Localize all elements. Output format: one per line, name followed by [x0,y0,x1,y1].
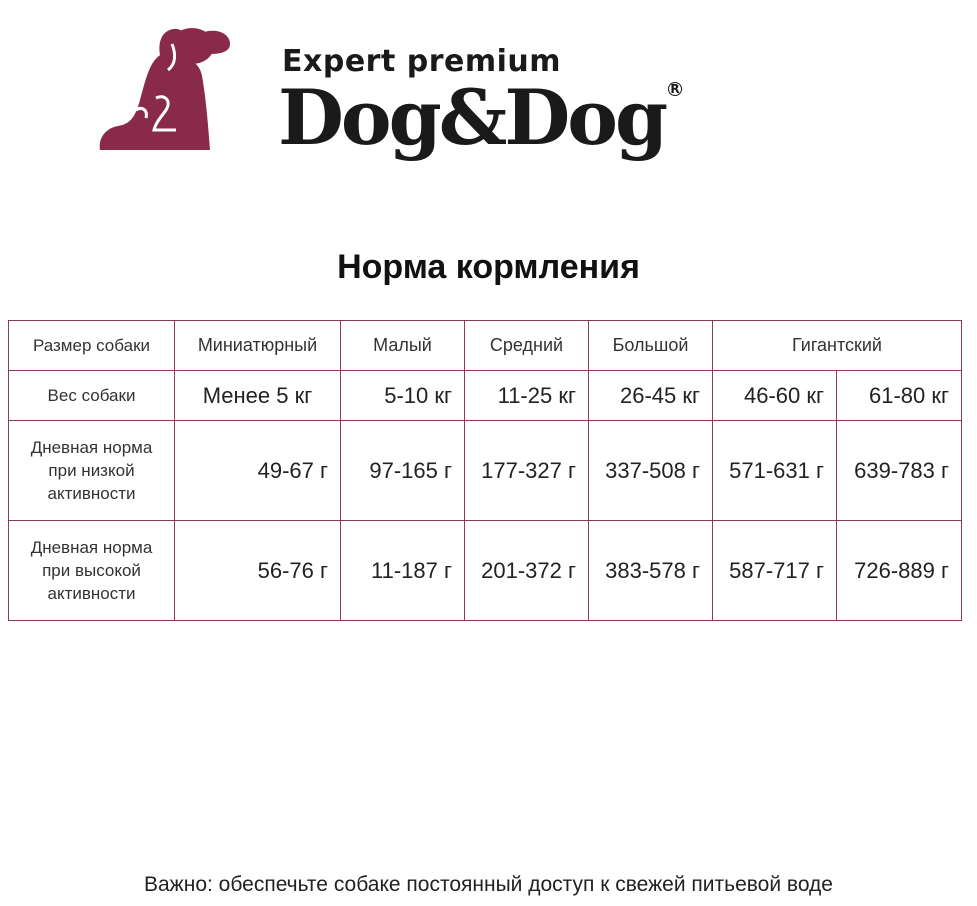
row-label-size: Размер собаки [9,321,175,371]
label-line: при высокой [42,561,141,580]
table-row-low-activity [9,421,962,521]
table-cell: 383-578 г [589,521,713,621]
table-cell: 201-372 г [465,521,589,621]
label-line: активности [47,584,136,603]
table-cell: 26-45 кг [589,371,713,421]
logo-subtitle: Expert premium [282,44,562,79]
footer-note: Важно: обеспечьте собаке постоянный доступ к свежей питьевой воде [144,873,833,896]
table-cell: 177-327 г [465,421,589,521]
logo-brand-text: Dog&Dog [278,73,666,162]
label-line: Дневная норма [30,438,153,457]
dog-logo-icon [96,14,236,154]
table-row-weight [9,371,962,421]
label-line: Дневная норма [30,538,153,557]
table-cell: Менее 5 кг [175,371,341,421]
feeding-table [8,320,962,621]
table-cell: 5-10 кг [341,371,465,421]
table-cell: Гигантский [713,321,962,371]
table-cell: 337-508 г [589,421,713,521]
row-label-low-activity [9,421,175,521]
table-cell: 587-717 г [713,521,837,621]
table-cell: 61-80 кг [837,371,962,421]
label-line: при низкой [48,461,135,480]
table-cell: 571-631 г [713,421,837,521]
table-row-size [9,321,962,371]
table-row-high-activity [9,521,962,621]
table-cell: Миниатюрный [175,321,341,371]
table-cell: 49-67 г [175,421,341,521]
table-cell: 46-60 кг [713,371,837,421]
table-cell: 56-76 г [175,521,341,621]
table-cell: Малый [341,321,465,371]
table-cell: 11-187 г [341,521,465,621]
label-line: активности [47,484,136,503]
table-cell: 639-783 г [837,421,962,521]
table-cell: 97-165 г [341,421,465,521]
page-title: Норма кормления [337,248,640,286]
table-cell: Большой [589,321,713,371]
brand-logo [278,44,680,162]
table-cell: 726-889 г [837,521,962,621]
row-label-high-activity [9,521,175,621]
logo-brand-name [278,73,680,162]
table-cell: Средний [465,321,589,371]
table-cell: 11-25 кг [465,371,589,421]
row-label-weight: Вес собаки [9,371,175,421]
registered-mark-icon: R [668,82,682,96]
